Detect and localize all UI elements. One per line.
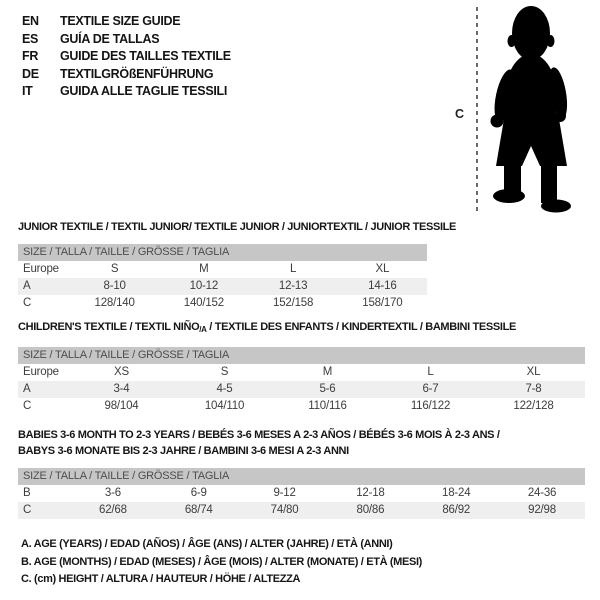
cell-value: 122/128 <box>513 400 554 412</box>
cell-value: 104/110 <box>204 400 245 412</box>
title-subscript: /A <box>199 325 207 334</box>
language-code: DE <box>22 66 39 81</box>
cell-value: 3-6 <box>104 487 121 499</box>
language-row-es <box>22 31 231 49</box>
cell-value: 110/116 <box>308 400 347 412</box>
size-header-bar: SIZE / TALLA / TAILLE / GRÖSSE / TAGLIA <box>18 244 427 261</box>
language-label: GUIDE DES TAILLES TEXTILE <box>60 49 231 63</box>
cell-value: 140/152 <box>183 297 224 309</box>
table-row <box>18 485 585 502</box>
cell-value: 152/158 <box>273 297 314 309</box>
row-label: C <box>23 297 32 309</box>
language-row-de <box>22 66 231 84</box>
cell-value: 74/80 <box>270 504 299 516</box>
language-label: TEXTILE SIZE GUIDE <box>60 14 181 28</box>
cell-value: 12-18 <box>356 487 385 499</box>
cell-value: 158/170 <box>362 297 403 309</box>
size-column: L <box>427 366 434 378</box>
cell-value: 92/98 <box>528 504 556 516</box>
region-label: Europe <box>23 366 59 378</box>
cell-value: 80/86 <box>356 504 385 516</box>
cell-value: 62/68 <box>99 504 127 516</box>
language-label: GUÍA DE TALLAS <box>60 31 160 46</box>
language-row-it <box>22 83 231 101</box>
legend-footnotes <box>21 536 422 589</box>
title-text: CHILDREN'S TEXTILE / TEXTIL NIÑO <box>18 321 200 333</box>
row-label: B <box>23 487 31 499</box>
cell-value: 8-10 <box>103 280 126 292</box>
cell-value: 5-6 <box>319 383 336 395</box>
language-code: FR <box>22 49 39 63</box>
cell-value: 6-9 <box>190 487 207 499</box>
footnote-c: C. (cm) HEIGHT / ALTURA / HAUTEUR / HÖHE / ALTEZZA <box>21 573 301 585</box>
cell-value: 18-24 <box>442 487 471 499</box>
cell-value: 68/74 <box>184 504 213 516</box>
size-column: L <box>290 263 297 275</box>
size-column: M <box>322 366 333 378</box>
column-header-row <box>18 364 585 381</box>
cell-value: 98/104 <box>104 400 139 412</box>
cell-value: 3-4 <box>113 383 130 395</box>
footnote-a: A. AGE (YEARS) / EDAD (AÑOS) / ÂGE (ANS) / ALTER (JAHRE) / ETÀ (ANNI) <box>21 538 393 550</box>
size-column: S <box>110 263 119 275</box>
table-row <box>18 381 585 398</box>
language-code: IT <box>22 84 33 98</box>
table-title: JUNIOR TEXTILE / TEXTIL JUNIOR/ TEXTILE JUNIOR / JUNIORTEXTIL / JUNIOR TESSILE <box>18 221 457 233</box>
table-row <box>18 278 427 295</box>
size-column: XL <box>526 366 541 378</box>
language-row-en <box>22 13 231 31</box>
size-header-bar: SIZE / TALLA / TAILLE / GRÖSSE / TAGLIA <box>18 468 585 485</box>
cell-value: 4-5 <box>216 383 233 395</box>
language-code: ES <box>22 31 39 46</box>
size-column: S <box>220 366 229 378</box>
size-column: M <box>199 263 209 275</box>
table-row <box>18 502 585 519</box>
cell-value: 6-7 <box>422 383 439 395</box>
height-measure-label: C <box>455 107 465 121</box>
cell-value: 24-36 <box>527 487 557 499</box>
toddler-silhouette <box>450 0 590 220</box>
babies-textile-table <box>18 427 585 519</box>
title-line: BABYS 3-6 MONATE BIS 2-3 JAHRE / BAMBINI 3-6 MESI A 2-3 ANNI <box>18 445 349 457</box>
language-list <box>22 13 231 101</box>
title-text: / TEXTILE DES ENFANTS / KINDERTEXTIL / BAMBINI TESSILE <box>206 321 516 333</box>
size-column: XS <box>114 366 129 378</box>
cell-value: 14-16 <box>368 280 397 292</box>
junior-textile-table <box>18 221 457 312</box>
cell-value: 128/140 <box>94 297 135 309</box>
cell-value: 12-13 <box>278 280 308 292</box>
cell-value: 7-8 <box>525 383 542 395</box>
column-header-row <box>18 261 427 278</box>
region-label: Europe <box>23 263 59 275</box>
footnote-b: B. AGE (MONTHS) / EDAD (MESES) / ÂGE (MOIS) / ALTER (MONATE) / ETÀ (MESI) <box>21 555 422 568</box>
cell-value: 9-12 <box>273 487 296 499</box>
row-label: A <box>23 383 31 395</box>
table-row <box>18 295 427 312</box>
size-column: XL <box>375 263 390 275</box>
title-line: BABIES 3-6 MONTH TO 2-3 YEARS / BEBÉS 3-6 MESES A 2-3 AÑOS / BÉBÉS 3-6 MOIS À 2-3 ANS / <box>18 429 500 441</box>
row-label: C <box>23 400 32 412</box>
table-row <box>18 398 585 415</box>
row-label: A <box>23 280 31 292</box>
cell-value: 116/122 <box>410 400 451 412</box>
childrens-textile-table <box>18 321 585 415</box>
table-title <box>18 427 585 459</box>
language-row-fr <box>22 48 231 66</box>
table-title <box>18 321 585 336</box>
size-header-bar: SIZE / TALLA / TAILLE / GRÖSSE / TAGLIA <box>18 347 585 364</box>
language-code: EN <box>22 14 39 28</box>
language-label: GUIDA ALLE TAGLIE TESSILI <box>60 84 228 98</box>
language-label: TEXTILGRÖßENFÜHRUNG <box>60 66 214 81</box>
row-label: C <box>23 504 32 516</box>
cell-value: 86/92 <box>442 504 471 516</box>
cell-value: 10-12 <box>189 280 219 292</box>
